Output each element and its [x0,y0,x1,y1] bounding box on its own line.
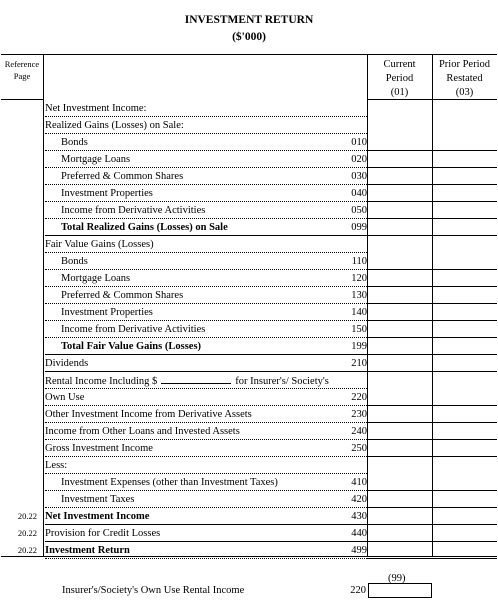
row-line-code: 220 [351,392,367,403]
table-row [1,423,497,440]
table-row [1,440,497,457]
row-leader-line [45,558,367,559]
prior-period-cell[interactable] [432,134,497,151]
row-label [61,491,134,508]
current-period-cell[interactable] [367,151,432,168]
row-label-text: Investment Properties [61,188,153,199]
table-row [1,270,497,287]
row-label-text: Rental Income Including $ [45,376,158,387]
row-label-text: Realized Gains (Losses) on Sale: [45,120,184,131]
table-row [1,491,497,508]
prior-period-cell[interactable] [432,185,497,202]
page-subtitle: ($'000) [232,31,266,43]
row-line-code: 130 [351,290,367,301]
row-label [45,389,84,406]
row-label [61,253,88,270]
table-row [1,338,497,355]
prior-period-cell[interactable] [432,253,497,270]
table-row [1,508,497,525]
current-period-cell[interactable] [367,270,432,287]
row-label [61,134,88,151]
prior-period-cell[interactable] [432,406,497,423]
row-label-text: Own Use [45,392,85,403]
row-label [61,474,278,491]
row-label [61,304,153,321]
row-label [61,202,205,219]
current-period-cell[interactable] [367,474,432,491]
row-label [61,321,205,338]
row-label-text: Other Investment Income from Derivative Assets [45,409,252,420]
current-period-cell[interactable] [367,253,432,270]
row-label-text: Income from Derivative Activities [61,205,206,216]
prior-period-cell[interactable] [432,474,497,491]
row-label [45,508,149,525]
prior-period-cell[interactable] [432,491,497,508]
prior-period-cell[interactable] [432,304,497,321]
rental-amount-blank[interactable] [161,372,231,384]
prior-period-cell[interactable] [432,525,497,542]
row-reference: 20.22 [17,545,37,555]
row-label-text: Investment Taxes [61,494,135,505]
row-label-text: Less: [45,460,68,471]
current-period-cell[interactable] [367,202,432,219]
row-label-text: Mortgage Loans [61,273,131,284]
row-label-text: Bonds [61,256,88,267]
row-line-code: 499 [351,545,367,556]
table-row [1,253,497,270]
prior-period-cell[interactable] [432,321,497,338]
current-period-cell[interactable] [367,542,432,559]
table-row [1,168,497,185]
row-line-code: 020 [351,154,367,165]
current-header-line1: Current [383,59,416,70]
prior-period-cell[interactable] [432,287,497,304]
row-label-text: Preferred & Common Shares [61,290,184,301]
current-header-code: (01) [390,87,409,98]
row-label [45,423,240,440]
row-line-code: 150 [351,324,367,335]
current-period-cell[interactable] [367,525,432,542]
table-row [1,406,497,423]
row-label-text: Total Fair Value Gains (Losses) [61,341,202,352]
row-line-code: 120 [351,273,367,284]
row-line-code: 210 [351,358,367,369]
current-period-cell[interactable] [367,168,432,185]
table-row [1,185,497,202]
row-label-text: Investment Properties [61,307,153,318]
page-title: INVESTMENT RETURN [184,14,314,26]
prior-period-cell[interactable] [432,270,497,287]
current-period-cell[interactable] [367,389,432,406]
current-period-cell[interactable] [367,219,432,236]
current-period-cell[interactable] [367,491,432,508]
row-label [45,406,252,423]
row-label-suffix: for Insurer's/ Society's [235,376,329,387]
current-period-cell[interactable] [367,440,432,457]
row-label-text: Investment Return [45,545,130,556]
table-row [1,134,497,151]
footer-line-code: 220 [350,585,366,596]
row-reference: 20.22 [17,528,37,538]
row-label [61,219,228,236]
current-period-cell[interactable] [367,338,432,355]
prior-period-cell[interactable] [432,338,497,355]
current-period-cell[interactable] [367,185,432,202]
row-label-text: Net Investment Income [45,511,150,522]
row-label [45,525,160,542]
row-label-text: Dividends [45,358,89,369]
reference-page-header: Reference Page [4,59,40,81]
prior-period-cell[interactable] [432,440,497,457]
table-row [1,542,497,559]
row-label [61,287,183,304]
row-label [45,457,67,474]
row-line-code: 440 [351,528,367,539]
row-label [61,151,130,168]
current-period-cell[interactable] [367,287,432,304]
row-label [61,168,183,185]
footer-input-cell[interactable] [368,583,432,598]
prior-period-header [432,58,497,100]
row-label [45,542,130,559]
table-row [1,474,497,491]
current-period-cell[interactable] [367,423,432,440]
footer-column-code: (99) [388,573,406,584]
row-line-code: 110 [351,256,367,267]
row-label-text: Mortgage Loans [61,154,131,165]
row-label [45,100,146,117]
prior-period-cell[interactable] [432,168,497,185]
investment-return-table [1,54,497,557]
current-header-line2: Period [385,73,414,84]
table-row [1,389,497,406]
row-line-code: 420 [351,494,367,505]
current-period-cell[interactable] [367,134,432,151]
current-period-cell[interactable] [367,321,432,338]
prior-period-cell[interactable] [432,389,497,406]
current-period-header [367,58,432,100]
row-label [45,440,153,457]
table-row [1,372,497,389]
prior-period-cell[interactable] [432,151,497,168]
prior-period-cell[interactable] [432,202,497,219]
row-label-text: Total Realized Gains (Losses) on Sale [61,222,228,233]
table-row [1,219,497,236]
row-label [61,270,130,287]
row-line-code: 050 [351,205,367,216]
row-label-text: Income from Derivative Activities [61,324,206,335]
row-line-code: 430 [351,511,367,522]
prior-period-cell[interactable] [432,423,497,440]
row-line-code: 030 [351,171,367,182]
row-label-text: Bonds [61,137,88,148]
row-label [61,338,201,355]
row-label-text: Investment Expenses (other than Investment Taxes) [61,477,278,488]
prior-period-cell[interactable] [432,355,497,372]
row-label-text: Gross Investment Income [45,443,153,454]
row-label-text: Net Investment Income: [45,103,147,114]
prior-period-cell[interactable] [432,219,497,236]
table-row [1,287,497,304]
row-reference: 20.22 [17,511,37,521]
current-period-cell[interactable] [367,355,432,372]
row-label [61,185,153,202]
footer-label: Insurer's/Society's Own Use Rental Income [62,585,245,596]
table-row [1,457,497,474]
row-line-code: 010 [351,137,367,148]
table-row [1,236,497,253]
current-period-cell[interactable] [367,508,432,525]
table-row [1,202,497,219]
row-line-code: 140 [351,307,367,318]
current-period-cell[interactable] [367,304,432,321]
prior-header-line2: Restated [446,73,483,84]
table-row [1,117,497,134]
table-row [1,100,497,117]
row-line-code: 410 [351,477,367,488]
row-line-code: 099 [351,222,367,233]
table-row [1,525,497,542]
row-label [45,117,184,134]
row-label [45,236,154,253]
table-row [1,321,497,338]
row-line-code: 199 [351,341,367,352]
row-line-code: 250 [351,443,367,454]
prior-header-line1: Prior Period [438,59,491,70]
current-period-cell[interactable] [367,406,432,423]
prior-period-cell[interactable] [432,508,497,525]
row-label [45,355,88,372]
row-label-text: Provision for Credit Losses [45,528,161,539]
row-label-text: Income from Other Loans and Invested Assets [45,426,240,437]
prior-header-code: (03) [455,87,474,98]
table-row [1,355,497,372]
row-line-code: 230 [351,409,367,420]
row-line-code: 240 [351,426,367,437]
row-line-code: 040 [351,188,367,199]
table-row [1,304,497,321]
table-row [1,151,497,168]
row-label-text: Fair Value Gains (Losses) [45,239,154,250]
row-label-text: Preferred & Common Shares [61,171,184,182]
prior-period-cell[interactable] [432,542,497,559]
